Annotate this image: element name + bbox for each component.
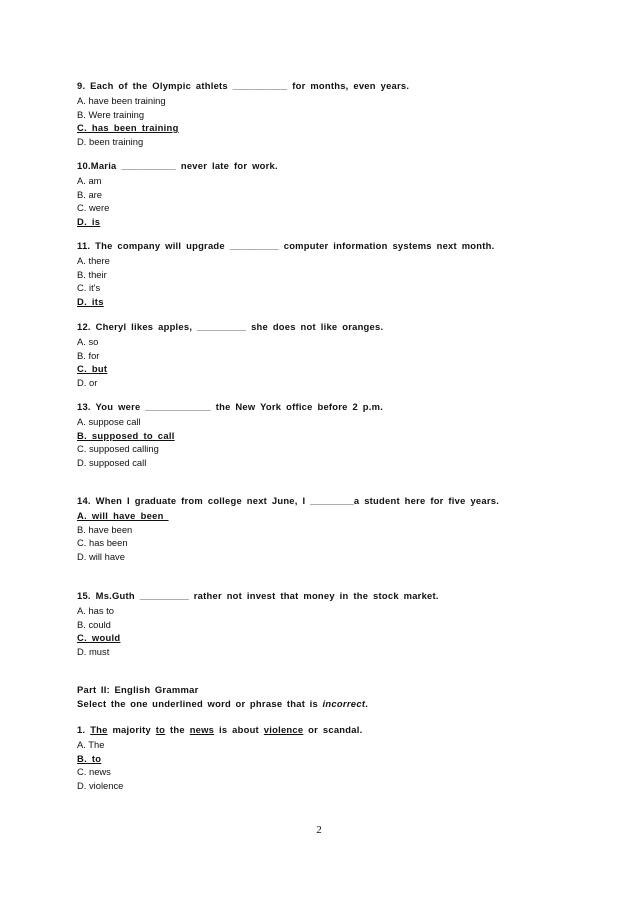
- option-a: A. suppose call: [77, 416, 141, 427]
- option-b: B. their: [77, 268, 107, 280]
- option-b: B. could: [77, 618, 111, 630]
- instruction-emphasis: incorrect: [322, 698, 366, 709]
- option-d: D. violence: [77, 779, 124, 791]
- question-stem: 15. Ms.Guth _________ rather not invest that money in the stock market.: [77, 590, 439, 601]
- option-c: C. news: [77, 766, 111, 777]
- part-2-instruction: [77, 697, 368, 711]
- question-stem: 11. The company will upgrade _________ computer information systems next month.: [77, 240, 495, 251]
- question-12: [77, 320, 537, 389]
- question-10: [77, 159, 537, 228]
- option-b: B. have been: [77, 523, 133, 535]
- option-d: D. will have: [77, 550, 125, 562]
- option-a-answer: A. will have been: [77, 510, 169, 521]
- option-a: A. am: [77, 175, 102, 186]
- option-d-answer: D. is: [77, 215, 101, 227]
- option-b: B. are: [77, 188, 103, 200]
- question-14: [77, 494, 537, 563]
- option-c-answer: C. has been training: [77, 122, 179, 133]
- option-b: B. Were training: [77, 108, 145, 120]
- question-stem: 12. Cheryl likes apples, _________ she does not like oranges.: [77, 321, 384, 332]
- underlined-word-d: violence: [263, 724, 304, 735]
- underlined-word-a: The: [90, 724, 108, 735]
- option-d: D. must: [77, 645, 110, 657]
- option-c-answer: C. but: [77, 363, 108, 374]
- option-d: D. or: [77, 376, 98, 388]
- option-c: C. supposed calling: [77, 443, 159, 454]
- question-stem: 9. Each of the Olympic athlets __________ for months, even years.: [77, 80, 410, 91]
- option-a: A. has to: [77, 605, 115, 616]
- stem-text: the: [165, 724, 190, 735]
- stem-text: or scandal.: [303, 724, 363, 735]
- question-13: [77, 400, 537, 469]
- option-c: C. were: [77, 202, 110, 213]
- question-stem: 14. When I graduate from college next June, I ________a student here for five years.: [77, 495, 500, 506]
- question-stem: [77, 723, 537, 737]
- instruction-suffix: .: [365, 698, 369, 709]
- part-2-question-1: [77, 723, 537, 792]
- stem-number: 1.: [77, 724, 91, 735]
- option-a: A. there: [77, 255, 110, 266]
- underlined-word-c: news: [189, 724, 215, 735]
- option-a: A. so: [77, 336, 99, 347]
- option-b-answer: B. supposed to call: [77, 429, 175, 441]
- option-d: D. supposed call: [77, 456, 147, 468]
- page-number: 2: [316, 824, 322, 836]
- option-c: C. it's: [77, 282, 101, 293]
- part-2-title: Part II: English Grammar: [77, 684, 199, 695]
- stem-text: majority: [107, 724, 156, 735]
- question-stem: 13. You were ____________ the New York office before 2 p.m.: [77, 401, 384, 412]
- option-d-answer: D. its: [77, 295, 104, 307]
- option-d: D. been training: [77, 135, 144, 147]
- option-c-answer: C. would: [77, 632, 121, 643]
- question-15: [77, 589, 537, 658]
- stem-text: is about: [214, 724, 264, 735]
- question-11: [77, 239, 537, 308]
- option-c: C. has been: [77, 537, 128, 548]
- option-a: A. The: [77, 739, 105, 750]
- underlined-word-b: to: [155, 724, 166, 735]
- option-b-answer: B. to: [77, 752, 102, 764]
- instruction-prefix: Select the one underlined word or phrase that is: [77, 698, 323, 709]
- option-a: A. have been training: [77, 95, 166, 106]
- option-b: B. for: [77, 349, 100, 361]
- question-9: [77, 79, 537, 148]
- question-stem: 10.Maria __________ never late for work.: [77, 160, 278, 171]
